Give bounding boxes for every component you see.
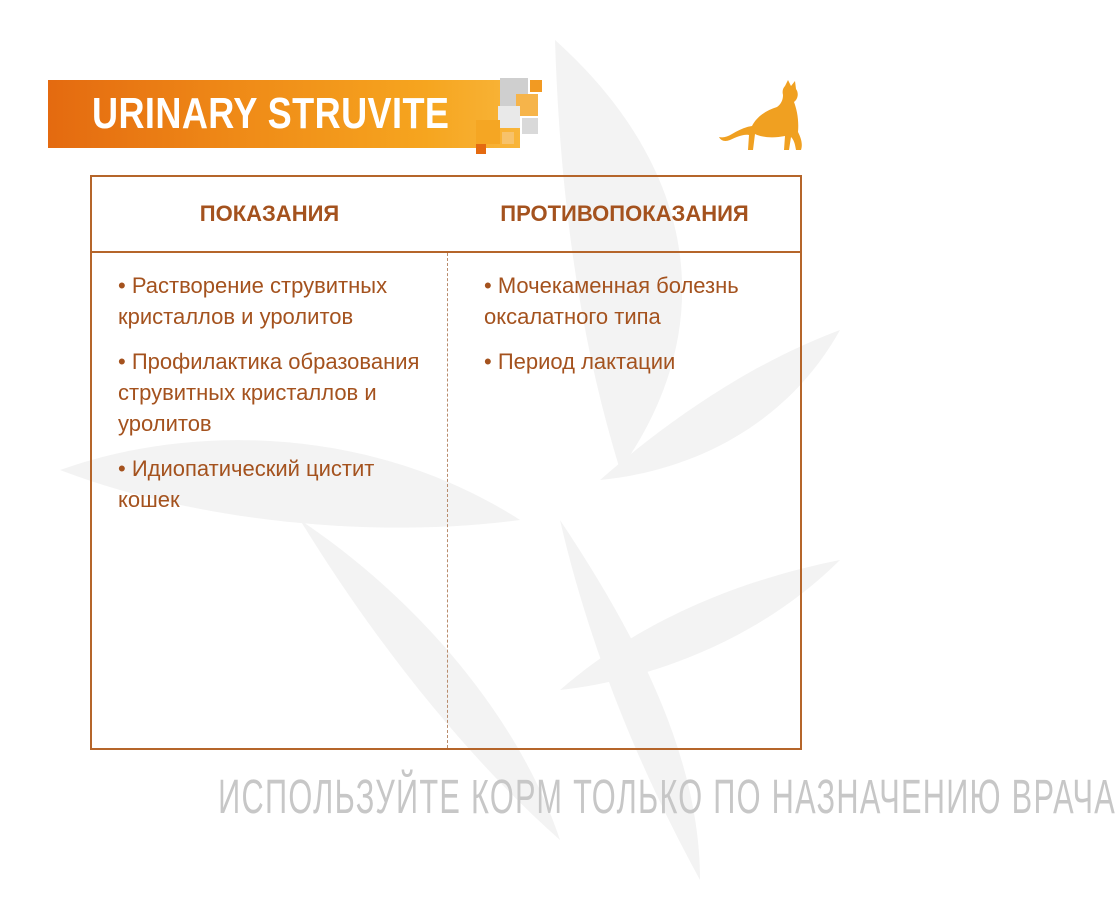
footer-note: ИСПОЛЬЗУЙТЕ КОРМ ТОЛЬКО ПО НАЗНАЧЕНИЮ ВРАЧА	[218, 771, 1116, 824]
list-item: • Мочекаменная болезнь оксалатного типа	[484, 273, 739, 329]
indications-table	[90, 175, 802, 750]
indications-heading: ПОКАЗАНИЯ	[199, 201, 340, 226]
list-item: • Идиопатический цистит кошек	[118, 456, 375, 512]
list-item: • Растворение струвитных кристаллов и уролитов	[118, 273, 388, 329]
list-item: • Период лактации	[484, 349, 676, 374]
brand-banner	[48, 80, 520, 148]
decorative-squares-icon	[470, 74, 550, 158]
list-item: • Профилактика образования струвитных кристаллов и уролитов	[118, 349, 420, 436]
indications-list	[118, 270, 438, 529]
product-title: URINARY STRUVITE	[92, 89, 450, 138]
contraindications-list	[484, 270, 784, 391]
column-divider	[447, 253, 448, 748]
contraindications-heading: ПРОТИВОПОКАЗАНИЯ	[500, 201, 749, 226]
cat-icon	[715, 80, 807, 155]
table-header-row	[92, 177, 800, 253]
